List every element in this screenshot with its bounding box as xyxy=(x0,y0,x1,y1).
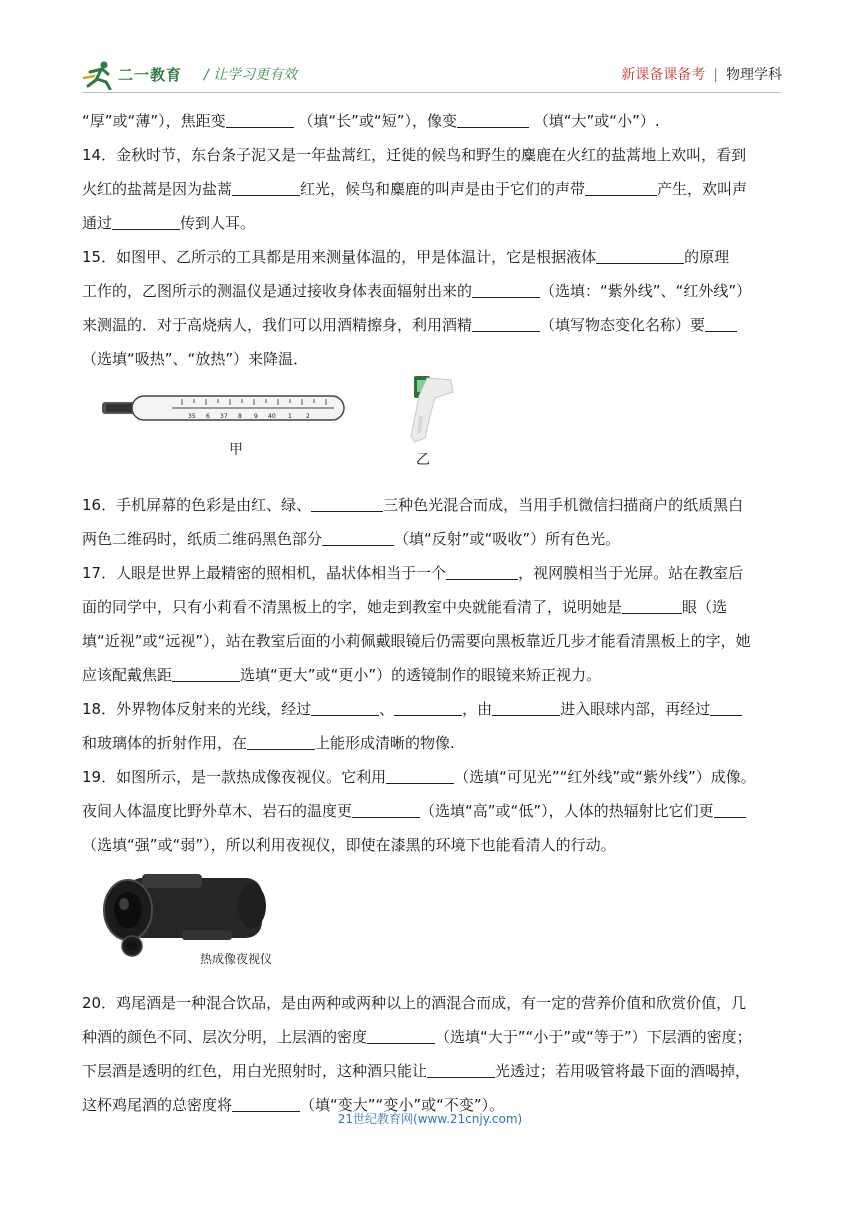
answer-blank[interactable] xyxy=(714,799,746,818)
logo-text: 二一教育 xyxy=(118,66,183,84)
header-divider xyxy=(82,92,780,93)
scale-tick-label: 35 xyxy=(188,413,196,420)
answer-blank[interactable] xyxy=(112,211,180,230)
answer-blank[interactable] xyxy=(367,1025,435,1044)
answer-blank[interactable] xyxy=(457,109,529,128)
answer-blank[interactable] xyxy=(446,561,518,580)
answer-blank[interactable] xyxy=(492,697,560,716)
site-logo xyxy=(82,60,202,90)
header-right xyxy=(621,64,782,84)
scale-tick-label: 6 xyxy=(206,413,210,420)
answer-blank[interactable] xyxy=(172,663,240,682)
night-vision-device-icon xyxy=(102,872,272,962)
answer-blank[interactable] xyxy=(386,765,454,784)
question-19: 19．如图所示，是一款热成像夜视仪。它利用 （选填“可见光”“红外线”或“紫外线”）成像。 夜间人体温度比野外草木、岩石的温度更 （选填“高”或“低”），人体的热辐射比它们更 （选填“强”或“弱”），所以利用夜视仪，即使在漆黑的环境下也能看清人的行动。 热成像夜视仪 xyxy=(82,760,782,986)
answer-blank[interactable] xyxy=(427,1059,495,1078)
answer-blank[interactable] xyxy=(322,527,394,546)
scale-tick-label: 9 xyxy=(254,413,258,420)
night-vision-figure xyxy=(82,862,782,986)
answer-blank[interactable] xyxy=(585,177,657,196)
answer-blank[interactable] xyxy=(472,313,540,332)
answer-blank[interactable] xyxy=(710,697,742,716)
answer-blank[interactable] xyxy=(596,245,684,264)
scale-tick-label: 2 xyxy=(306,413,310,420)
answer-blank[interactable] xyxy=(352,799,420,818)
page-footer[interactable]: 21世纪教育网(www.21cnjy.com) xyxy=(337,1112,523,1126)
question-list xyxy=(82,104,782,1122)
answer-blank[interactable] xyxy=(226,109,294,128)
page-header xyxy=(82,58,782,92)
scale-tick-label: 37 xyxy=(220,413,228,420)
question-14: 14．金秋时节，东台条子泥又是一年盐蒿红，迁徙的候鸟和野生的麋鹿在火红的盐蒿地上欢叫，看到 火红的盐蒿是因为盐蒿 红光，候鸟和麋鹿的叫声是由于它们的声带 产生，欢叫声 通过 传到人耳。 xyxy=(82,146,748,232)
question-15: 15．如图甲、乙所示的工具都是用来测量体温的，甲是体温计，它是根据液体 的原理 工作的，乙图所示的测温仪是通过接收身体表面辐射出来的 （选填：“紫外线”、“红外线”） 来测温的．对于高烧病人，我们可以用酒精擦身，利用酒精 （填写物态变化名称）要 （选填“吸热”、“放热”）来降温． 35 6 37 8 9 40 1 2 甲 乙 xyxy=(82,240,782,488)
question-16: 16．手机屏幕的色彩是由红、绿、 三种色光混合而成，当用手机微信扫描商户的纸质黑白 两色二维码时，纸质二维码黑色部分 （填“反射”或“吸收”）所有色光。 xyxy=(82,488,782,556)
figure-caption-yi: 乙 xyxy=(416,452,430,468)
clinical-thermometer-icon xyxy=(102,388,352,436)
answer-blank[interactable] xyxy=(232,177,300,196)
question-17: 17．人眼是世界上最精密的照相机，晶状体相当于一个 ，视网膜相当于光屏。站在教室后 面的同学中，只有小莉看不清黑板上的字，她走到教室中央就能看清了，说明她是 眼（选 填“近视”或“远视”），站在教室后面的小莉佩戴眼镜后仍需要向黑板靠近几步才能看清黑板上的字，她 应该配戴焦距 选填“更大”或“更小”）的透镜制作的眼镜来矫正视力。 xyxy=(82,556,782,692)
answer-blank[interactable] xyxy=(622,595,682,614)
thermometer-figures xyxy=(82,376,782,488)
subject-label: 物理学科 xyxy=(726,67,782,83)
scale-tick-label: 1 xyxy=(288,413,292,420)
figure-caption: 热成像夜视仪 xyxy=(200,952,273,966)
answer-blank[interactable] xyxy=(472,279,540,298)
question-18: 18．外界物体反射来的光线，经过 、 ，由 进入眼球内部，再经过 和玻璃体的折射作用，在 上能形成清晰的物像. xyxy=(82,692,782,760)
scale-tick-label: 40 xyxy=(268,413,276,420)
answer-blank[interactable] xyxy=(247,731,315,750)
answer-blank[interactable] xyxy=(705,313,737,332)
slogan: / 让学习更有效 xyxy=(204,67,298,83)
question-13-tail: “厚”或“薄”），焦距变 （填“长”或“短”），像变 （填“大”或“小”）. xyxy=(82,104,782,138)
scale-tick-label: 8 xyxy=(238,413,242,420)
course-label: 新课备课备考 xyxy=(621,67,706,83)
answer-blank[interactable] xyxy=(394,697,462,716)
infrared-thermometer-icon xyxy=(405,376,455,456)
header-separator: | xyxy=(713,67,718,83)
runner-logo-icon xyxy=(82,60,116,90)
question-20: 20．鸡尾酒是一种混合饮品，是由两种或两种以上的酒混合而成，有一定的营养价值和欣赏价值，几 种酒的颜色不同、层次分明，上层酒的密度 （选填“大于”“小于”或“等于”）下层酒的密度； 下层酒是透明的红色，用白光照射时，这种酒只能让 光透过；若用吸管将最下面的酒喝掉， 这杯鸡尾酒的总密度将 （填“变大”“变小”或“不变”）。 xyxy=(82,994,752,1114)
figure-caption-jia: 甲 xyxy=(229,442,243,458)
answer-blank[interactable] xyxy=(311,493,383,512)
answer-blank[interactable] xyxy=(311,697,379,716)
